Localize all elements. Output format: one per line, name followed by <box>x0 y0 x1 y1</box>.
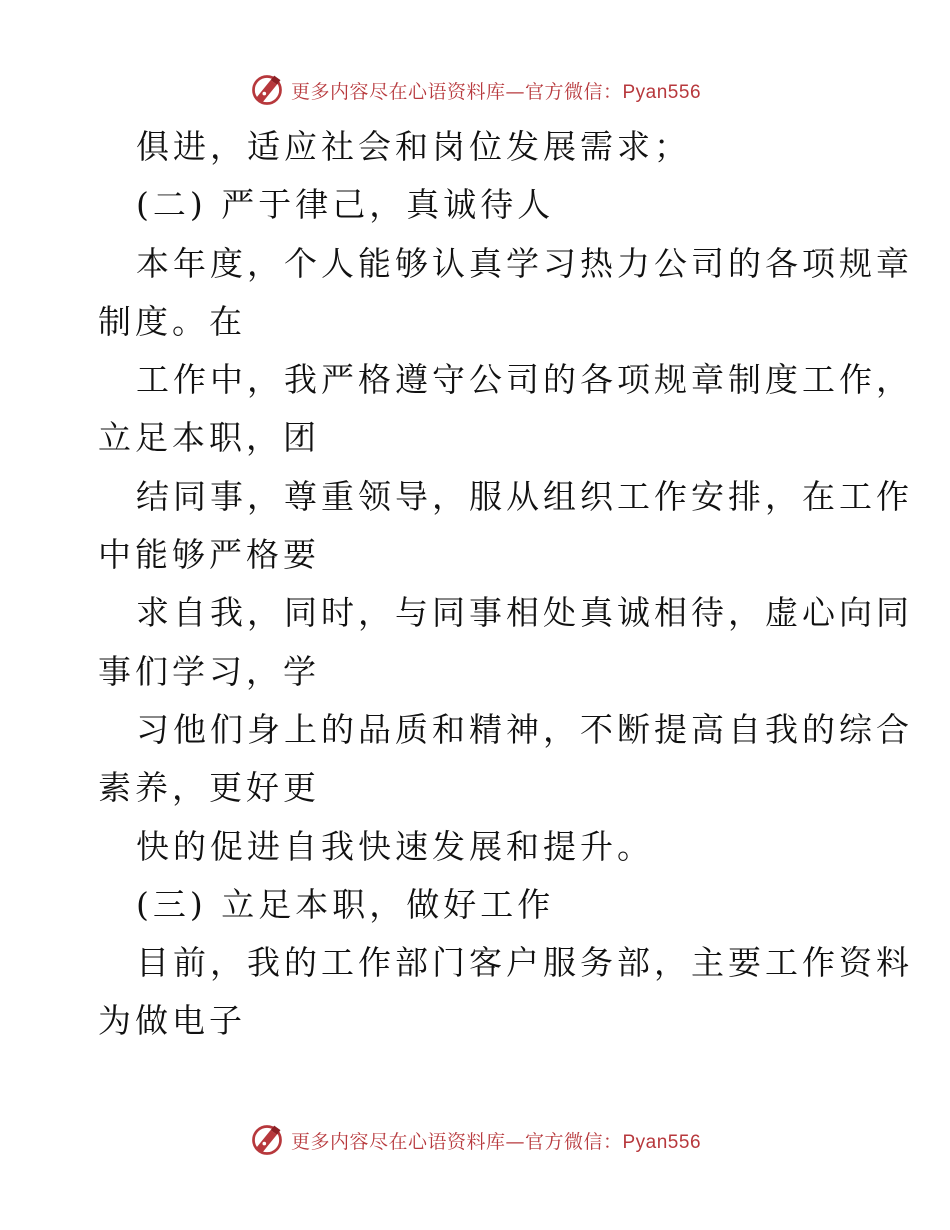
text-line: 工作中，我严格遵守公司的各项规章制度工作， <box>136 360 913 400</box>
header-banner-main: 更多内容尽在心语资料库 <box>290 80 506 103</box>
text-line: 快的促进自我快速发展和提升。 <box>136 826 654 866</box>
section-heading: (二) 严于律己，真诚待人 <box>136 185 555 225</box>
header-banner-text <box>291 77 701 104</box>
text-line: 中能够严格要 <box>98 535 320 575</box>
text-line: 习他们身上的品质和精神，不断提高自我的综合 <box>136 709 913 749</box>
text-line: 求自我，同时，与同事相处真诚相待，虚心向同 <box>136 593 913 633</box>
footer-banner-dash: — <box>505 1130 525 1153</box>
document-body <box>98 118 913 1051</box>
footer-banner <box>0 1120 950 1160</box>
text-line: 俱进，适应社会和岗位发展需求； <box>136 127 691 166</box>
footer-banner-wechat-label: 官方微信： <box>524 1130 623 1153</box>
header-banner-wechat-id: Pyan556 <box>622 81 702 103</box>
header-banner-dash: — <box>505 80 525 103</box>
header-banner <box>0 70 950 110</box>
text-line: 立足本职，团 <box>98 418 320 458</box>
header-banner-wechat-label: 官方微信： <box>524 80 623 103</box>
text-line: 制度。在 <box>98 301 246 341</box>
text-line: 目前，我的工作部门客户服务部，主要工作资料 <box>136 943 913 983</box>
text-line: 本年度，个人能够认真学习热力公司的各项规章 <box>136 243 913 283</box>
section-heading: (三) 立足本职，做好工作 <box>136 884 555 924</box>
pen-nib-logo-icon <box>249 72 285 108</box>
text-line: 结同事，尊重领导，服从组织工作安排，在工作 <box>136 476 913 516</box>
footer-banner-main: 更多内容尽在心语资料库 <box>290 1130 506 1153</box>
text-line: 素养，更好更 <box>98 768 320 808</box>
footer-banner-wechat-id: Pyan556 <box>622 1131 702 1153</box>
text-line: 事们学习，学 <box>98 651 320 691</box>
pen-nib-logo-icon <box>249 1122 285 1158</box>
text-line: 为做电子 <box>98 1001 246 1041</box>
footer-banner-text <box>291 1127 701 1154</box>
